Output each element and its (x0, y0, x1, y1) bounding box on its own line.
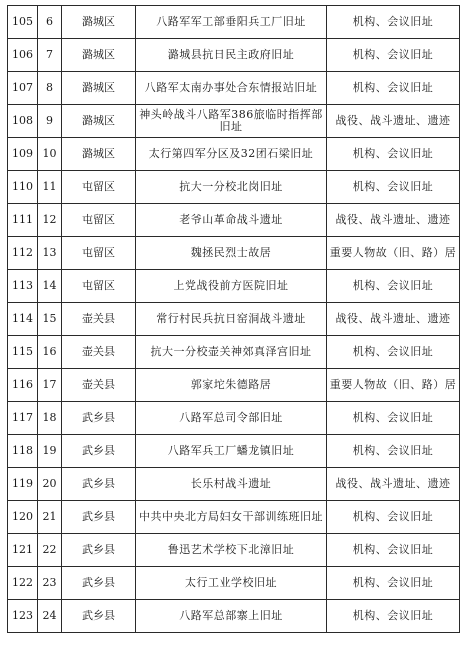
category-cell: 重要人物故（旧、路）居 (327, 237, 460, 270)
row-number-cell: 116 (8, 369, 38, 402)
site-name-cell: 常行村民兵抗日窑洞战斗遗址 (136, 303, 327, 336)
row-number-cell: 121 (8, 534, 38, 567)
category-cell: 战役、战斗遗址、遗迹 (327, 468, 460, 501)
district-cell: 壶关县 (62, 369, 136, 402)
site-name-cell: 潞城县抗日民主政府旧址 (136, 39, 327, 72)
document-page (7, 5, 460, 633)
site-name-cell: 太行第四军分区及32团石梁旧址 (136, 138, 327, 171)
site-name-cell: 八路军军工部垂阳兵工厂旧址 (136, 6, 327, 39)
site-name-cell: 魏拯民烈士故居 (136, 237, 327, 270)
district-cell: 屯留区 (62, 237, 136, 270)
row-index-cell: 7 (38, 39, 62, 72)
row-number-cell: 122 (8, 567, 38, 600)
row-number-cell: 113 (8, 270, 38, 303)
row-index-cell: 13 (38, 237, 62, 270)
row-index-cell: 18 (38, 402, 62, 435)
district-cell: 潞城区 (62, 105, 136, 138)
site-name-cell: 八路军太南办事处合东情报站旧址 (136, 72, 327, 105)
row-number-cell: 120 (8, 501, 38, 534)
table-row (8, 336, 460, 369)
row-number-cell: 119 (8, 468, 38, 501)
category-cell: 机构、会议旧址 (327, 138, 460, 171)
row-index-cell: 21 (38, 501, 62, 534)
table-row (8, 501, 460, 534)
row-number-cell: 110 (8, 171, 38, 204)
district-cell: 武乡县 (62, 567, 136, 600)
site-name-cell: 老爷山革命战斗遗址 (136, 204, 327, 237)
table-row (8, 534, 460, 567)
district-cell: 武乡县 (62, 534, 136, 567)
row-index-cell: 15 (38, 303, 62, 336)
site-name-cell: 八路军总司令部旧址 (136, 402, 327, 435)
row-index-cell: 17 (38, 369, 62, 402)
site-name-cell: 上党战役前方医院旧址 (136, 270, 327, 303)
row-number-cell: 105 (8, 6, 38, 39)
table-row (8, 138, 460, 171)
category-cell: 战役、战斗遗址、遗迹 (327, 303, 460, 336)
row-number-cell: 107 (8, 72, 38, 105)
category-cell: 机构、会议旧址 (327, 336, 460, 369)
category-cell: 机构、会议旧址 (327, 171, 460, 204)
category-cell: 机构、会议旧址 (327, 534, 460, 567)
table-row (8, 303, 460, 336)
site-name-cell: 神头岭战斗八路军386旅临时指挥部旧址 (136, 105, 327, 138)
district-cell: 潞城区 (62, 39, 136, 72)
site-name-cell: 太行工业学校旧址 (136, 567, 327, 600)
table-row (8, 435, 460, 468)
row-number-cell: 109 (8, 138, 38, 171)
table-body (8, 6, 460, 633)
site-name-cell: 中共中央北方局妇女干部训练班旧址 (136, 501, 327, 534)
category-cell: 机构、会议旧址 (327, 72, 460, 105)
site-name-cell: 抗大一分校壶关神郊真泽宫旧址 (136, 336, 327, 369)
table-row (8, 204, 460, 237)
row-index-cell: 8 (38, 72, 62, 105)
row-index-cell: 12 (38, 204, 62, 237)
table-row (8, 39, 460, 72)
category-cell: 机构、会议旧址 (327, 6, 460, 39)
site-name-cell: 八路军总部寨上旧址 (136, 600, 327, 633)
table-row (8, 369, 460, 402)
row-index-cell: 20 (38, 468, 62, 501)
row-number-cell: 115 (8, 336, 38, 369)
district-cell: 壶关县 (62, 303, 136, 336)
category-cell: 重要人物故（旧、路）居 (327, 369, 460, 402)
row-index-cell: 14 (38, 270, 62, 303)
category-cell: 机构、会议旧址 (327, 435, 460, 468)
table-row (8, 270, 460, 303)
district-cell: 壶关县 (62, 336, 136, 369)
row-number-cell: 118 (8, 435, 38, 468)
category-cell: 机构、会议旧址 (327, 39, 460, 72)
district-cell: 潞城区 (62, 72, 136, 105)
row-index-cell: 11 (38, 171, 62, 204)
table-row (8, 171, 460, 204)
row-index-cell: 9 (38, 105, 62, 138)
row-number-cell: 112 (8, 237, 38, 270)
district-cell: 武乡县 (62, 435, 136, 468)
district-cell: 武乡县 (62, 468, 136, 501)
category-cell: 机构、会议旧址 (327, 402, 460, 435)
site-name-cell: 抗大一分校北岗旧址 (136, 171, 327, 204)
heritage-sites-table (7, 5, 460, 633)
category-cell: 机构、会议旧址 (327, 501, 460, 534)
table-row (8, 600, 460, 633)
row-index-cell: 22 (38, 534, 62, 567)
row-number-cell: 123 (8, 600, 38, 633)
table-row (8, 468, 460, 501)
district-cell: 潞城区 (62, 138, 136, 171)
site-name-cell: 长乐村战斗遗址 (136, 468, 327, 501)
site-name-cell: 郭家坨朱德路居 (136, 369, 327, 402)
district-cell: 屯留区 (62, 270, 136, 303)
table-row (8, 105, 460, 138)
district-cell: 武乡县 (62, 501, 136, 534)
category-cell: 机构、会议旧址 (327, 567, 460, 600)
row-number-cell: 108 (8, 105, 38, 138)
row-number-cell: 111 (8, 204, 38, 237)
row-number-cell: 117 (8, 402, 38, 435)
row-number-cell: 114 (8, 303, 38, 336)
row-index-cell: 23 (38, 567, 62, 600)
district-cell: 武乡县 (62, 402, 136, 435)
row-index-cell: 6 (38, 6, 62, 39)
site-name-cell: 八路军兵工厂蟠龙镇旧址 (136, 435, 327, 468)
district-cell: 屯留区 (62, 204, 136, 237)
row-number-cell: 106 (8, 39, 38, 72)
row-index-cell: 16 (38, 336, 62, 369)
district-cell: 武乡县 (62, 600, 136, 633)
district-cell: 屯留区 (62, 171, 136, 204)
category-cell: 机构、会议旧址 (327, 270, 460, 303)
table-row (8, 6, 460, 39)
table-row (8, 402, 460, 435)
site-name-cell: 鲁迅艺术学校下北漳旧址 (136, 534, 327, 567)
category-cell: 战役、战斗遗址、遗迹 (327, 204, 460, 237)
district-cell: 潞城区 (62, 6, 136, 39)
row-index-cell: 10 (38, 138, 62, 171)
row-index-cell: 24 (38, 600, 62, 633)
table-row (8, 567, 460, 600)
table-row (8, 72, 460, 105)
table-row (8, 237, 460, 270)
category-cell: 战役、战斗遗址、遗迹 (327, 105, 460, 138)
row-index-cell: 19 (38, 435, 62, 468)
category-cell: 机构、会议旧址 (327, 600, 460, 633)
